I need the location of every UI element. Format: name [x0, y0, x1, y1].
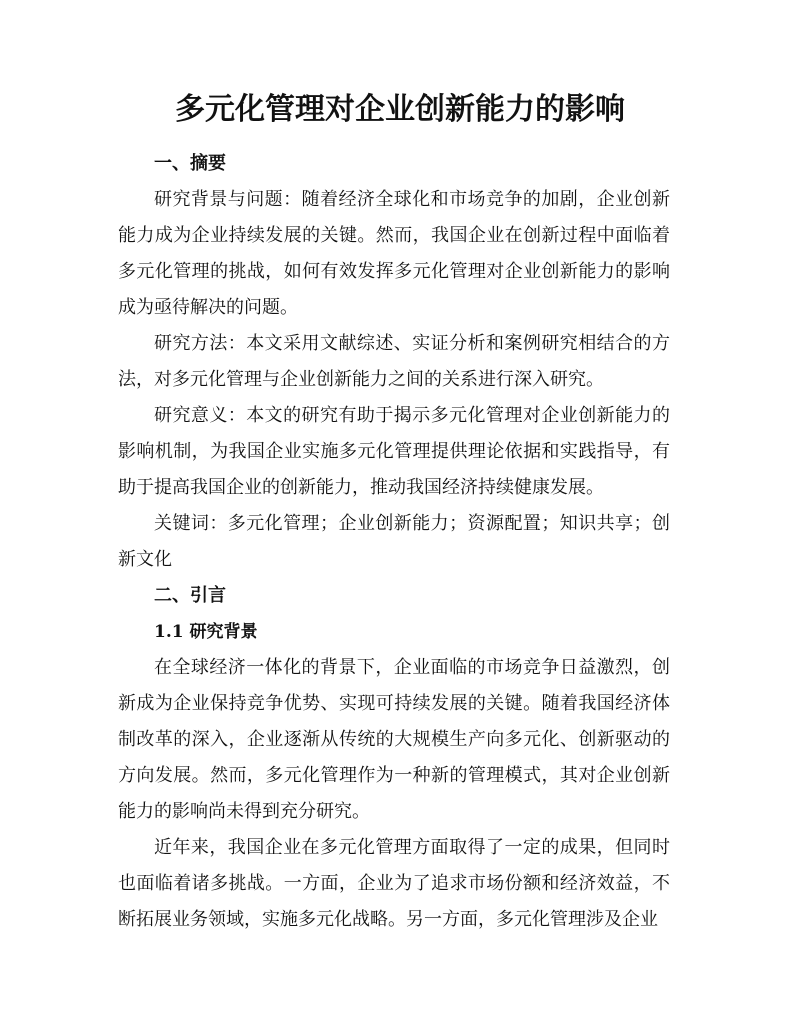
abstract-keywords: 关键词：多元化管理；企业创新能力；资源配置；知识共享；创新文化	[118, 513, 670, 570]
introduction-paragraph-1: 在全球经济一体化的背景下，企业面临的市场竞争日益激烈，创新成为企业保持竞争优势、实现可持续发展的关键。随着我国经济体制改革的深入，企业逐渐从传统的大规模生产向多元化、创新驱动的方向发展。然而，多元化管理作为一种新的管理模式，其对企业创新能力的影响尚未得到充分研究。	[118, 657, 670, 822]
abstract-paragraph-significance: 研究意义：本文的研究有助于揭示多元化管理对企业创新能力的影响机制，为我国企业实施多元化管理提供理论依据和实践指导，有助于提高我国企业的创新能力，推动我国经济持续健康发展。	[118, 405, 670, 498]
introduction-paragraph-2: 近年来，我国企业在多元化管理方面取得了一定的成果，但同时也面临着诸多挑战。一方面，企业为了追求市场份额和经济效益，不断拓展业务领域，实施多元化战略。另一方面，多元化管理涉及企业	[118, 837, 670, 930]
abstract-paragraph-method: 研究方法：本文采用文献综述、实证分析和案例研究相结合的方法，对多元化管理与企业创新能力之间的关系进行深入研究。	[118, 333, 670, 390]
section-heading-introduction: 二、引言	[154, 585, 226, 606]
abstract-paragraph-background: 研究背景与问题：随着经济全球化和市场竞争的加剧，企业创新能力成为企业持续发展的关键。然而，我国企业在创新过程中面临着多元化管理的挑战，如何有效发挥多元化管理对企业创新能力的影响成为亟待解决的问题。	[118, 189, 670, 318]
section-heading-abstract: 一、摘要	[154, 153, 226, 174]
document-page	[118, 88, 670, 938]
document-title: 多元化管理对企业创新能力的影响	[175, 92, 625, 127]
subsection-heading-background: 1.1 研究背景	[154, 622, 258, 642]
